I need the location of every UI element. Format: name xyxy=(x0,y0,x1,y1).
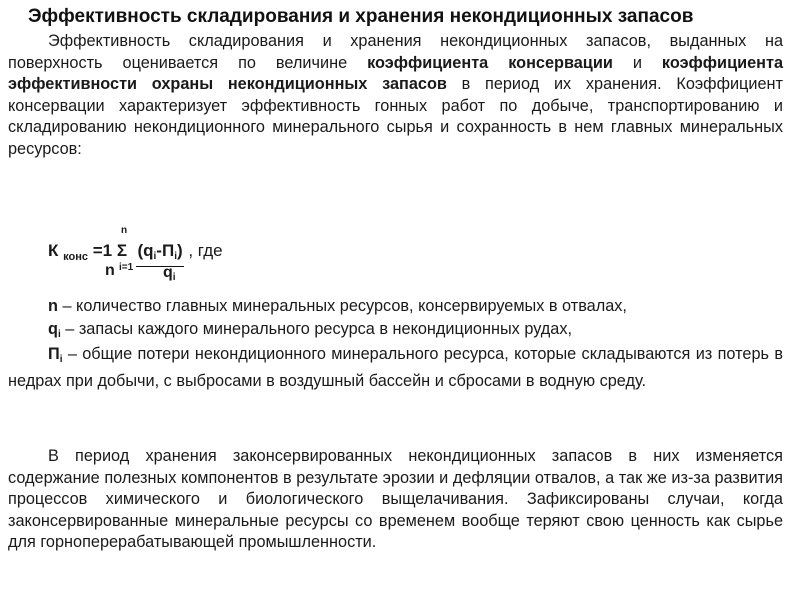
storage-paragraph: В период хранения законсервированных некондиционных запасов в них изменяется содержание полезных компонентов в результате эрозии и дефляции отвалов, а так же из-за развития процессов химического и биологического выщелачивания. Зафиксированы случаи, когда законсервированные минеральные ресурсы со временем вообще теряют свою ценность как сырье для горноперерабатывающей промышленности. xyxy=(8,447,783,552)
sigma-symbol: Σ xyxy=(116,241,128,260)
formula-k: К xyxy=(48,241,59,260)
formula-tail: , где xyxy=(183,241,223,260)
fraction-denominator: $q_i$ xyxy=(163,264,176,283)
conservation-formula xyxy=(0,225,800,295)
intro-text-3: в период их хранения. Коэффициент консервации характеризует эффективность гонных работ по добыче, транспортированию и складированию некондиционного минерального сырья и сохранность в нем главных минеральных ресурсов: xyxy=(8,75,783,158)
formula-equals-one: =1 xyxy=(87,241,117,260)
intro-text-2: и xyxy=(612,53,662,72)
formula-main-line xyxy=(48,241,223,267)
definition-p: $П_i$ – общие потери некондиционного минерального ресурса, которые складываются из потерь в недрах при добычи, с выбросами в воздушный бассейн и сбросами в водную среду. xyxy=(8,345,783,390)
symbol-q: q xyxy=(48,320,58,338)
slide-title: Эффективность складирования и хранения некондиционных запасов xyxy=(28,6,694,27)
intro-paragraph xyxy=(8,31,783,161)
sum-lower-limit: i=1 xyxy=(119,262,134,273)
term-conservation-coefficient: коэффициента консервации xyxy=(367,53,613,72)
definition-n: n – количество главных минеральных ресурсов, консервируемых в отвалах, xyxy=(48,297,627,315)
formula-k-subscript: конс xyxy=(63,251,88,263)
intro-text-1: Эффективность складирования и хранения некондиционных запасов, выданных на поверхность оценивается по величине xyxy=(8,32,783,72)
fraction-numerator: $(q_i-П_i)$ xyxy=(136,242,183,267)
symbol-n: n xyxy=(48,297,58,315)
definition-q: $q_i$ – запасы каждого минерального ресурса в некондиционных рудах, xyxy=(48,320,573,340)
sum-upper-limit: n xyxy=(121,225,128,236)
symbol-p: П xyxy=(48,345,60,363)
term-protection-efficiency-coefficient: коэффициента эффективности охраны некондиционных запасов xyxy=(8,53,783,94)
fraction-n-divisor: n xyxy=(105,262,115,279)
